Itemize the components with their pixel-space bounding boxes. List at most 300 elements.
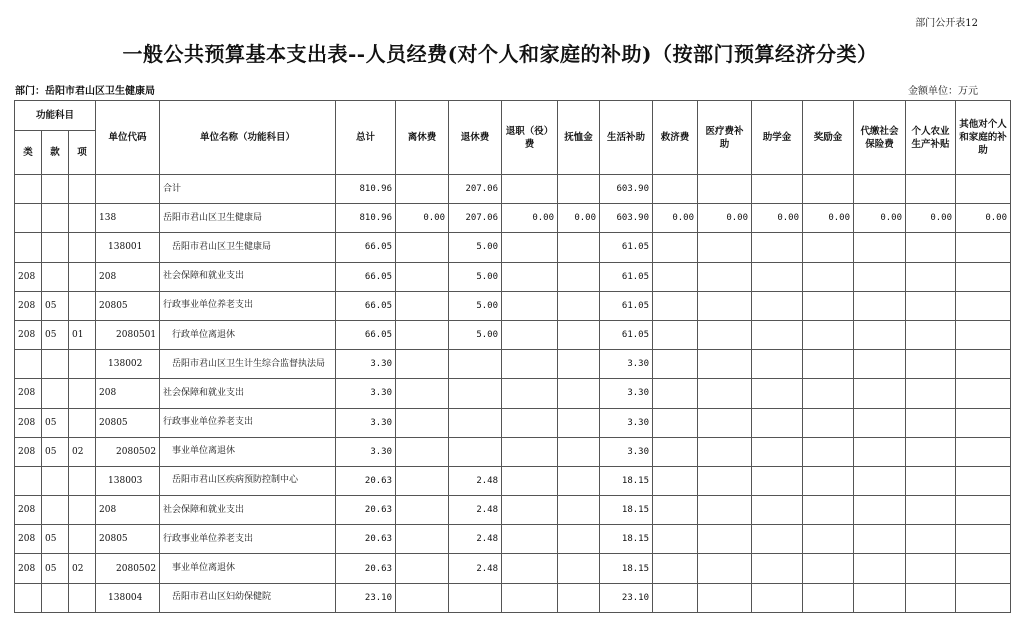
table-body: [15, 175, 1011, 613]
cell-qita: [956, 350, 1011, 379]
cell-shenghuo: 3.30: [600, 379, 653, 408]
cell-lixiu: [396, 437, 449, 466]
cell-zhuxue: [752, 350, 803, 379]
cell-jiuji: [653, 525, 698, 554]
cell-yiliao: [698, 437, 752, 466]
cell-qita: [956, 496, 1011, 525]
cell-qita: [956, 291, 1011, 320]
cell-zhuxue: [752, 175, 803, 204]
cell-yiliao: [698, 320, 752, 349]
cell-jiuji: [653, 379, 698, 408]
cell-nongye: [906, 554, 956, 583]
cell-jiangli: [803, 554, 854, 583]
cell-total: 3.30: [336, 350, 396, 379]
cell-total: 20.63: [336, 466, 396, 495]
cell-lei: 208: [15, 320, 42, 349]
cell-kuan: [42, 175, 69, 204]
cell-shenghuo: 603.90: [600, 175, 653, 204]
expenditure-table: [14, 100, 1011, 613]
header-kuan: 款: [42, 131, 69, 175]
cell-tuixiu: [449, 408, 502, 437]
cell-tuizhi: [502, 408, 558, 437]
cell-name: 行政单位离退休: [160, 320, 336, 349]
cell-xiang: [69, 408, 96, 437]
cell-kuan: [42, 350, 69, 379]
cell-lei: 208: [15, 554, 42, 583]
cell-nongye: [906, 379, 956, 408]
cell-tuizhi: [502, 466, 558, 495]
header-qita: 其他对个人和家庭的补助: [956, 101, 1011, 175]
cell-jiuji: [653, 437, 698, 466]
cell-jiuji: [653, 583, 698, 612]
cell-tuixiu: 207.06: [449, 175, 502, 204]
amount-unit-label: 金额单位：万元: [908, 86, 978, 97]
cell-zhuxue: [752, 408, 803, 437]
cell-qita: [956, 320, 1011, 349]
cell-daijiao: [854, 554, 906, 583]
header-total: 总计: [336, 101, 396, 175]
cell-tuizhi: [502, 525, 558, 554]
table-row: [15, 175, 1011, 204]
cell-jiangli: [803, 466, 854, 495]
cell-code: 208: [96, 496, 160, 525]
cell-daijiao: [854, 408, 906, 437]
header-jiangli: 奖励金: [803, 101, 854, 175]
cell-lixiu: [396, 583, 449, 612]
cell-nongye: [906, 496, 956, 525]
cell-fuxu: 0.00: [558, 204, 600, 233]
cell-fuxu: [558, 554, 600, 583]
cell-daijiao: [854, 262, 906, 291]
cell-lei: [15, 204, 42, 233]
cell-total: 66.05: [336, 320, 396, 349]
cell-kuan: 05: [42, 437, 69, 466]
cell-tuixiu: 207.06: [449, 204, 502, 233]
cell-total: 66.05: [336, 291, 396, 320]
cell-jiangli: [803, 175, 854, 204]
cell-lixiu: [396, 466, 449, 495]
cell-lei: 208: [15, 408, 42, 437]
cell-total: 3.30: [336, 379, 396, 408]
cell-nongye: 0.00: [906, 204, 956, 233]
cell-fuxu: [558, 525, 600, 554]
cell-daijiao: [854, 525, 906, 554]
cell-jiangli: [803, 408, 854, 437]
cell-jiuji: [653, 262, 698, 291]
cell-tuixiu: 2.48: [449, 525, 502, 554]
cell-nongye: [906, 408, 956, 437]
table-row: [15, 466, 1011, 495]
cell-name: 行政事业单位养老支出: [160, 525, 336, 554]
cell-tuixiu: [449, 350, 502, 379]
cell-jiangli: [803, 262, 854, 291]
cell-shenghuo: 61.05: [600, 233, 653, 262]
table-row: [15, 233, 1011, 262]
header-nongye: 个人农业生产补贴: [906, 101, 956, 175]
cell-zhuxue: [752, 233, 803, 262]
cell-zhuxue: [752, 466, 803, 495]
cell-xiang: [69, 204, 96, 233]
cell-lei: [15, 233, 42, 262]
cell-daijiao: [854, 233, 906, 262]
table-row: [15, 496, 1011, 525]
cell-zhuxue: [752, 262, 803, 291]
cell-total: 66.05: [336, 262, 396, 291]
cell-tuixiu: 2.48: [449, 554, 502, 583]
cell-kuan: [42, 496, 69, 525]
cell-yiliao: [698, 175, 752, 204]
cell-tuixiu: [449, 379, 502, 408]
cell-tuixiu: 5.00: [449, 262, 502, 291]
cell-tuizhi: 0.00: [502, 204, 558, 233]
cell-name: 岳阳市君山区疾病预防控制中心: [160, 466, 336, 495]
cell-code: 138002: [96, 350, 160, 379]
cell-tuizhi: [502, 554, 558, 583]
cell-yiliao: [698, 496, 752, 525]
cell-jiuji: [653, 291, 698, 320]
cell-lei: 208: [15, 262, 42, 291]
cell-code: 2080502: [96, 437, 160, 466]
cell-xiang: [69, 350, 96, 379]
cell-jiangli: [803, 350, 854, 379]
cell-zhuxue: [752, 320, 803, 349]
cell-lei: [15, 466, 42, 495]
cell-nongye: [906, 233, 956, 262]
header-zhuxue: 助学金: [752, 101, 803, 175]
cell-jiuji: 0.00: [653, 204, 698, 233]
table-row: [15, 291, 1011, 320]
header-fuxu: 抚恤金: [558, 101, 600, 175]
header-unit-name: 单位名称（功能科目）: [160, 101, 336, 175]
header-jiuji: 救济费: [653, 101, 698, 175]
cell-zhuxue: [752, 437, 803, 466]
cell-fuxu: [558, 496, 600, 525]
cell-tuizhi: [502, 262, 558, 291]
cell-fuxu: [558, 291, 600, 320]
cell-nongye: [906, 291, 956, 320]
cell-qita: 0.00: [956, 204, 1011, 233]
header-tuixiu: 退休费: [449, 101, 502, 175]
table-row: [15, 379, 1011, 408]
cell-lixiu: [396, 175, 449, 204]
cell-fuxu: [558, 262, 600, 291]
cell-code: 138001: [96, 233, 160, 262]
cell-jiangli: [803, 525, 854, 554]
cell-fuxu: [558, 408, 600, 437]
table-row: [15, 262, 1011, 291]
header-daijiao: 代缴社会保险费: [854, 101, 906, 175]
cell-daijiao: 0.00: [854, 204, 906, 233]
cell-nongye: [906, 583, 956, 612]
cell-kuan: [42, 204, 69, 233]
cell-xiang: [69, 175, 96, 204]
cell-yiliao: [698, 583, 752, 612]
cell-qita: [956, 175, 1011, 204]
cell-xiang: [69, 233, 96, 262]
cell-xiang: [69, 525, 96, 554]
cell-lixiu: [396, 525, 449, 554]
header-unit-code: 单位代码: [96, 101, 160, 175]
cell-name: 岳阳市君山区妇幼保健院: [160, 583, 336, 612]
cell-total: 810.96: [336, 204, 396, 233]
cell-lixiu: [396, 262, 449, 291]
cell-kuan: [42, 233, 69, 262]
cell-name: 行政事业单位养老支出: [160, 408, 336, 437]
cell-lei: 208: [15, 437, 42, 466]
cell-yiliao: [698, 262, 752, 291]
cell-code: [96, 175, 160, 204]
cell-shenghuo: 23.10: [600, 583, 653, 612]
header-shenghuo: 生活补助: [600, 101, 653, 175]
cell-name: 岳阳市君山区卫生健康局: [160, 204, 336, 233]
cell-shenghuo: 3.30: [600, 408, 653, 437]
cell-daijiao: [854, 379, 906, 408]
table-row: [15, 525, 1011, 554]
cell-kuan: [42, 379, 69, 408]
cell-lei: 208: [15, 379, 42, 408]
cell-shenghuo: 603.90: [600, 204, 653, 233]
cell-name: 岳阳市君山区卫生计生综合监督执法局: [160, 350, 336, 379]
cell-daijiao: [854, 437, 906, 466]
cell-kuan: 05: [42, 554, 69, 583]
cell-yiliao: [698, 554, 752, 583]
cell-nongye: [906, 320, 956, 349]
cell-jiuji: [653, 554, 698, 583]
cell-jiangli: [803, 583, 854, 612]
cell-zhuxue: [752, 379, 803, 408]
cell-kuan: 05: [42, 408, 69, 437]
cell-shenghuo: 18.15: [600, 525, 653, 554]
cell-tuixiu: 5.00: [449, 291, 502, 320]
cell-name: 社会保障和就业支出: [160, 262, 336, 291]
cell-lixiu: [396, 291, 449, 320]
cell-jiangli: [803, 379, 854, 408]
table-row: [15, 320, 1011, 349]
cell-zhuxue: [752, 525, 803, 554]
header-yiliao: 医疗费补助: [698, 101, 752, 175]
cell-tuixiu: 5.00: [449, 320, 502, 349]
cell-fuxu: [558, 466, 600, 495]
cell-tuizhi: [502, 291, 558, 320]
cell-tuizhi: [502, 496, 558, 525]
cell-lei: [15, 583, 42, 612]
cell-yiliao: [698, 379, 752, 408]
cell-lei: 208: [15, 291, 42, 320]
cell-shenghuo: 3.30: [600, 350, 653, 379]
cell-total: 20.63: [336, 525, 396, 554]
cell-jiangli: [803, 233, 854, 262]
cell-daijiao: [854, 583, 906, 612]
cell-lixiu: [396, 379, 449, 408]
header-tuizhi: 退职（役）费: [502, 101, 558, 175]
cell-kuan: 05: [42, 320, 69, 349]
cell-qita: [956, 466, 1011, 495]
cell-tuizhi: [502, 379, 558, 408]
cell-zhuxue: 0.00: [752, 204, 803, 233]
cell-code: 138: [96, 204, 160, 233]
cell-tuizhi: [502, 233, 558, 262]
cell-code: 208: [96, 262, 160, 291]
page-title: 一般公共预算基本支出表--人员经费(对个人和家庭的补助)（按部门预算经济分类）: [122, 42, 878, 66]
cell-lixiu: [396, 554, 449, 583]
cell-daijiao: [854, 175, 906, 204]
cell-qita: [956, 525, 1011, 554]
cell-shenghuo: 61.05: [600, 320, 653, 349]
cell-code: 20805: [96, 525, 160, 554]
cell-lixiu: [396, 320, 449, 349]
table-row: [15, 554, 1011, 583]
header-lei: 类: [15, 131, 42, 175]
cell-shenghuo: 61.05: [600, 291, 653, 320]
cell-yiliao: [698, 233, 752, 262]
cell-daijiao: [854, 291, 906, 320]
cell-tuixiu: [449, 583, 502, 612]
cell-name: 事业单位离退休: [160, 554, 336, 583]
header-xiang: 项: [69, 131, 96, 175]
cell-yiliao: [698, 350, 752, 379]
cell-tuixiu: 2.48: [449, 466, 502, 495]
cell-zhuxue: [752, 583, 803, 612]
cell-name: 行政事业单位养老支出: [160, 291, 336, 320]
cell-kuan: [42, 262, 69, 291]
cell-zhuxue: [752, 496, 803, 525]
cell-kuan: 05: [42, 291, 69, 320]
cell-kuan: 05: [42, 525, 69, 554]
cell-name: 岳阳市君山区卫生健康局: [160, 233, 336, 262]
cell-lixiu: [396, 233, 449, 262]
cell-fuxu: [558, 320, 600, 349]
cell-lixiu: [396, 496, 449, 525]
cell-yiliao: 0.00: [698, 204, 752, 233]
cell-yiliao: [698, 525, 752, 554]
department-label: 部门：岳阳市君山区卫生健康局: [15, 86, 155, 97]
cell-jiuji: [653, 466, 698, 495]
cell-yiliao: [698, 291, 752, 320]
cell-daijiao: [854, 320, 906, 349]
cell-total: 3.30: [336, 408, 396, 437]
cell-code: 2080501: [96, 320, 160, 349]
cell-total: 23.10: [336, 583, 396, 612]
cell-tuizhi: [502, 437, 558, 466]
cell-total: 66.05: [336, 233, 396, 262]
cell-fuxu: [558, 379, 600, 408]
cell-nongye: [906, 525, 956, 554]
cell-jiangli: [803, 496, 854, 525]
cell-xiang: [69, 291, 96, 320]
cell-lixiu: [396, 350, 449, 379]
cell-zhuxue: [752, 291, 803, 320]
table-row: [15, 204, 1011, 233]
cell-xiang: 01: [69, 320, 96, 349]
cell-shenghuo: 61.05: [600, 262, 653, 291]
table-row: [15, 583, 1011, 612]
cell-total: 3.30: [336, 437, 396, 466]
cell-shenghuo: 18.15: [600, 466, 653, 495]
cell-xiang: [69, 496, 96, 525]
cell-shenghuo: 18.15: [600, 554, 653, 583]
cell-qita: [956, 437, 1011, 466]
cell-yiliao: [698, 466, 752, 495]
cell-tuixiu: [449, 437, 502, 466]
cell-qita: [956, 233, 1011, 262]
cell-lei: [15, 350, 42, 379]
cell-jiangli: [803, 437, 854, 466]
cell-tuizhi: [502, 175, 558, 204]
cell-xiang: [69, 466, 96, 495]
cell-jiuji: [653, 320, 698, 349]
cell-xiang: [69, 379, 96, 408]
cell-tuizhi: [502, 583, 558, 612]
cell-qita: [956, 379, 1011, 408]
cell-name: 社会保障和就业支出: [160, 379, 336, 408]
cell-tuizhi: [502, 320, 558, 349]
cell-fuxu: [558, 437, 600, 466]
cell-nongye: [906, 262, 956, 291]
cell-fuxu: [558, 233, 600, 262]
cell-fuxu: [558, 175, 600, 204]
cell-lixiu: [396, 408, 449, 437]
cell-nongye: [906, 437, 956, 466]
cell-qita: [956, 554, 1011, 583]
cell-total: 810.96: [336, 175, 396, 204]
cell-shenghuo: 18.15: [600, 496, 653, 525]
cell-jiangli: 0.00: [803, 204, 854, 233]
cell-code: 2080502: [96, 554, 160, 583]
cell-lixiu: 0.00: [396, 204, 449, 233]
cell-zhuxue: [752, 554, 803, 583]
cell-jiuji: [653, 233, 698, 262]
cell-fuxu: [558, 350, 600, 379]
table-row: [15, 408, 1011, 437]
table-row: [15, 437, 1011, 466]
cell-shenghuo: 3.30: [600, 437, 653, 466]
cell-lei: 208: [15, 496, 42, 525]
cell-code: 208: [96, 379, 160, 408]
cell-kuan: [42, 466, 69, 495]
cell-name: 事业单位离退休: [160, 437, 336, 466]
cell-qita: [956, 408, 1011, 437]
cell-lei: [15, 175, 42, 204]
cell-nongye: [906, 175, 956, 204]
form-number: 部门公开表12: [915, 18, 978, 29]
cell-tuizhi: [502, 350, 558, 379]
cell-name: 合计: [160, 175, 336, 204]
table-row: [15, 350, 1011, 379]
cell-code: 20805: [96, 291, 160, 320]
cell-daijiao: [854, 466, 906, 495]
cell-qita: [956, 262, 1011, 291]
cell-daijiao: [854, 350, 906, 379]
cell-jiangli: [803, 320, 854, 349]
header-lixiu: 离休费: [396, 101, 449, 175]
cell-daijiao: [854, 496, 906, 525]
cell-name: 社会保障和就业支出: [160, 496, 336, 525]
cell-nongye: [906, 350, 956, 379]
cell-jiuji: [653, 408, 698, 437]
header-func-subject: 功能科目: [15, 101, 96, 131]
cell-yiliao: [698, 408, 752, 437]
cell-fuxu: [558, 583, 600, 612]
cell-jiuji: [653, 496, 698, 525]
cell-xiang: [69, 583, 96, 612]
cell-code: 138004: [96, 583, 160, 612]
cell-xiang: [69, 262, 96, 291]
cell-code: 138003: [96, 466, 160, 495]
cell-xiang: 02: [69, 437, 96, 466]
cell-nongye: [906, 466, 956, 495]
cell-total: 20.63: [336, 496, 396, 525]
cell-jiuji: [653, 175, 698, 204]
